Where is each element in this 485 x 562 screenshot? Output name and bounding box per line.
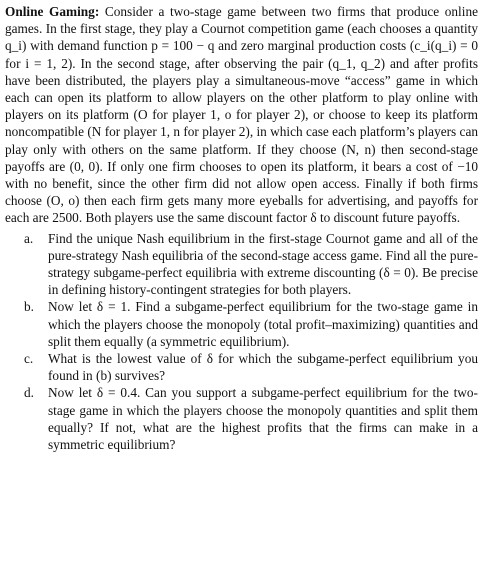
- part-c: [5, 350, 478, 384]
- problem-parts-list: [5, 230, 478, 454]
- part-a-marker: a.: [24, 230, 34, 246]
- part-b-text: Now let δ = 1. Find a subgame-perfect equilibrium for the two-stage game in which the players choose the monopoly (total profit–maximizing) quantities and split them equally (a symmetric equilibrium).: [48, 299, 478, 349]
- part-c-marker: c.: [24, 351, 34, 367]
- part-b: [5, 298, 478, 350]
- part-a: [5, 230, 478, 299]
- part-c-text: What is the lowest value of δ for which the subgame-perfect equilibrium you found in (b) survives?: [48, 351, 478, 384]
- part-b-marker: b.: [24, 299, 34, 315]
- part-d-text: Now let δ = 0.4. Can you support a subgame-perfect equilibrium for the two-stage game in which the players choose the monopoly quantities and split them equally? If not, what are the highest profits that the firms can make in a symmetric equilibrium?: [48, 385, 478, 453]
- problem-intro: [5, 3, 478, 227]
- problem-intro-text: Consider a two-stage game between two firms that produce online games. In the first stage, they play a Cournot competition game (each chooses a quantity q_i) with demand function p = 100 − q and zero marginal production costs (c_i(q_i) = 0 for i = 1, 2). In the second stage, after observing the pair (q_1, q_2) and after profits have been distributed, the players play a simultaneous-move “access” game in which each can open its platform to allow players on the other platform to play online with players on its platform (O for player 1, o for player 2), or choose to keep its platform noncompatible (N for player 1, n for player 2), in which case each platform’s players can play only with others on the same platform. If they choose (N, n) then second-stage payoffs are (0, 0). If only one firm chooses to open its platform, it bears a cost of −10 with no benefit, since the other firm did not allow open access. Finally if both firms choose (O, o) then each firm gets many more eyeballs for advertising, and payoffs for each are 2500. Both players use the same discount factor δ to discount future payoffs.: [5, 4, 478, 226]
- part-d: [5, 384, 478, 453]
- part-a-text: Find the unique Nash equilibrium in the first-stage Cournot game and all of the pure-strategy Nash equilibria of the second-stage access game. Find all the pure-strategy subgame-perfect equilibria with extreme discounting (δ = 0). Be precise in defining history-contingent strategies for both players.: [48, 230, 478, 298]
- problem-title: Online Gaming:: [5, 4, 100, 19]
- part-d-marker: d.: [24, 385, 34, 401]
